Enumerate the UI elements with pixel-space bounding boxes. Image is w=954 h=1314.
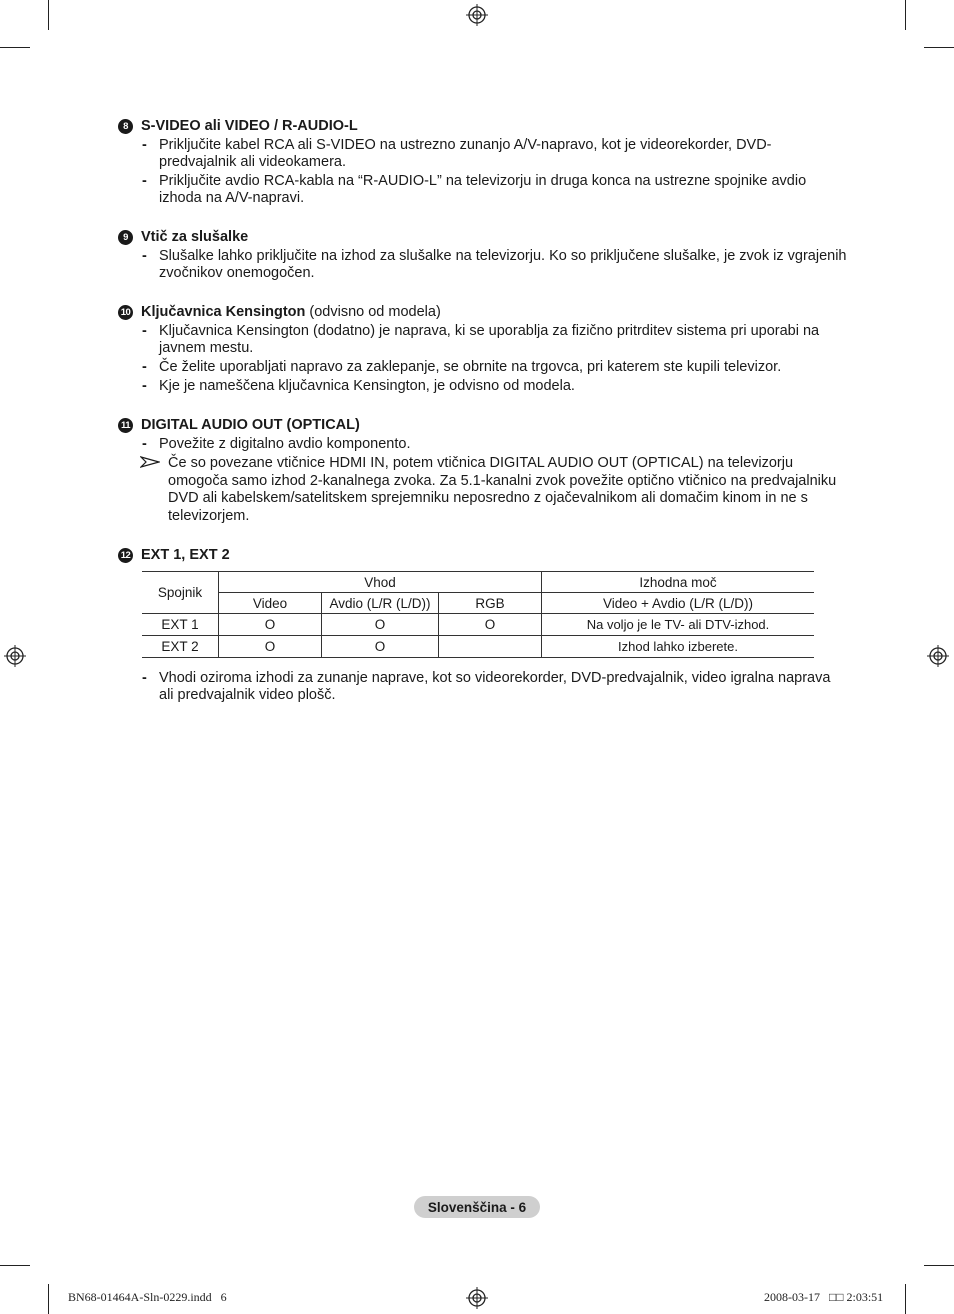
cell-connector: EXT 1 xyxy=(142,614,219,636)
cell-output: Izhod lahko izberete. xyxy=(542,636,815,658)
section-kensington xyxy=(118,304,848,395)
section-heading xyxy=(118,417,848,433)
section-heading xyxy=(118,229,848,245)
list-item xyxy=(118,378,848,395)
table-row xyxy=(142,614,814,636)
subheader-rgb: RGB xyxy=(439,593,542,614)
note xyxy=(118,455,848,525)
dash-bullet: - xyxy=(142,378,147,394)
list-item-text: Slušalke lahko priključite na izhod za slušalke na televizorju. Ko so priključene slušalke, je zvok iz vgrajenih zvočnikov onemogočen. xyxy=(159,248,847,281)
ext-connector-table xyxy=(142,571,814,658)
list-item xyxy=(118,248,848,282)
section-title: S-VIDEO ali VIDEO / R-AUDIO-L xyxy=(141,118,358,134)
cell-video: O xyxy=(219,614,322,636)
crop-mark xyxy=(905,0,906,30)
header-connector: Spojnik xyxy=(142,572,219,614)
page-number-badge: Slovenščina - 6 xyxy=(414,1196,540,1218)
table-header-row xyxy=(142,572,814,593)
circled-number-icon: 9 xyxy=(118,230,133,245)
dash-bullet: - xyxy=(142,248,147,264)
cell-output: Na voljo je le TV- ali DTV-izhod. xyxy=(542,614,815,636)
list-item-text: Priključite kabel RCA ali S-VIDEO na ustrezno zunanjo A/V-napravo, kot je videorekorder, DVD-predvajalnik ali videokamera. xyxy=(159,137,772,170)
cell-rgb xyxy=(439,636,542,658)
section-digital-audio-out xyxy=(118,417,848,525)
cell-rgb: O xyxy=(439,614,542,636)
table-subheader-row xyxy=(142,593,814,614)
list-item xyxy=(118,137,848,171)
list-item xyxy=(118,173,848,207)
list-item-text: Kje je nameščena ključavnica Kensington, je odvisno od modela. xyxy=(159,378,575,394)
circled-number-icon: 11 xyxy=(118,418,133,433)
list-item xyxy=(118,359,848,376)
circled-number-icon: 10 xyxy=(118,305,133,320)
crop-mark xyxy=(48,0,49,30)
table-row xyxy=(142,636,814,658)
header-output: Izhodna moč xyxy=(542,572,815,593)
page-content xyxy=(118,118,848,726)
list-item xyxy=(118,436,848,453)
cell-video: O xyxy=(219,636,322,658)
crop-mark xyxy=(48,1284,49,1314)
crop-mark xyxy=(905,1284,906,1314)
note-text: Če so povezane vtičnice HDMI IN, potem vtičnica DIGITAL AUDIO OUT (OPTICAL) na televizorju omogoča samo izhod 2-kanalnega zvoka. Za 5.1-kanalni zvok povežite optično vtičnico na predvajalniku DVD ali kabelskem/satelitskem sprejemniku neposredno z ojačevalnikom ali domačim kinom in ne s televizorjem. xyxy=(168,455,837,524)
crop-mark xyxy=(924,1265,954,1266)
section-title-note: (odvisno od modela) xyxy=(305,304,441,320)
note-arrow-icon xyxy=(140,455,160,469)
section-headphones xyxy=(118,229,848,282)
dash-bullet: - xyxy=(142,436,147,452)
section-heading xyxy=(118,547,848,563)
subheader-video: Video xyxy=(219,593,322,614)
section-ext xyxy=(118,547,848,704)
section-title: Ključavnica Kensington xyxy=(141,304,306,320)
section-heading xyxy=(118,304,848,320)
cell-connector: EXT 2 xyxy=(142,636,219,658)
list-item-text: Vhodi oziroma izhodi za zunanje naprave, kot so videorekorder, DVD-predvajalnik, video igralna naprava ali predvajalnik video plošč. xyxy=(159,670,831,703)
list-item xyxy=(118,670,848,704)
dash-bullet: - xyxy=(142,173,147,189)
registration-mark-icon xyxy=(466,4,488,26)
file-slug: BN68-01464A-Sln-0229.indd 6 xyxy=(68,1290,227,1304)
section-s-video xyxy=(118,118,848,207)
dash-bullet: - xyxy=(142,323,147,339)
list-item-text: Če želite uporabljati napravo za zaklepanje, se obrnite na trgovca, pri katerem ste kupili televizor. xyxy=(159,359,782,375)
crop-mark xyxy=(0,1265,30,1266)
crop-mark xyxy=(0,47,30,48)
list-item xyxy=(118,323,848,357)
dash-bullet: - xyxy=(142,359,147,375)
list-item-text: Povežite z digitalno avdio komponento. xyxy=(159,436,411,452)
subheader-output: Video + Avdio (L/R (L/D)) xyxy=(542,593,815,614)
circled-number-icon: 8 xyxy=(118,119,133,134)
registration-mark-icon xyxy=(927,645,949,667)
section-title: DIGITAL AUDIO OUT (OPTICAL) xyxy=(141,417,360,433)
section-title: Vtič za slušalke xyxy=(141,229,249,245)
header-input: Vhod xyxy=(219,572,542,593)
list-item-text: Priključite avdio RCA-kabla na “R-AUDIO-L” na televizorju in druga konca na ustrezne spojnike avdio izhoda na A/V-napravi. xyxy=(159,173,807,206)
circled-number-icon: 12 xyxy=(118,548,133,563)
registration-mark-icon xyxy=(466,1287,488,1309)
cell-audio: O xyxy=(322,636,439,658)
dash-bullet: - xyxy=(142,670,147,686)
crop-mark xyxy=(924,47,954,48)
dash-bullet: - xyxy=(142,137,147,153)
list-item-text: Ključavnica Kensington (dodatno) je naprava, ki se uporablja za fizično pritrditev sistema pri uporabi na javnem mestu. xyxy=(159,323,820,356)
registration-mark-icon xyxy=(4,645,26,667)
section-title: EXT 1, EXT 2 xyxy=(141,547,230,563)
subheader-audio: Avdio (L/R (L/D)) xyxy=(322,593,439,614)
date-slug: 2008-03-17 □□ 2:03:51 xyxy=(764,1290,884,1304)
cell-audio: O xyxy=(322,614,439,636)
section-heading xyxy=(118,118,848,134)
